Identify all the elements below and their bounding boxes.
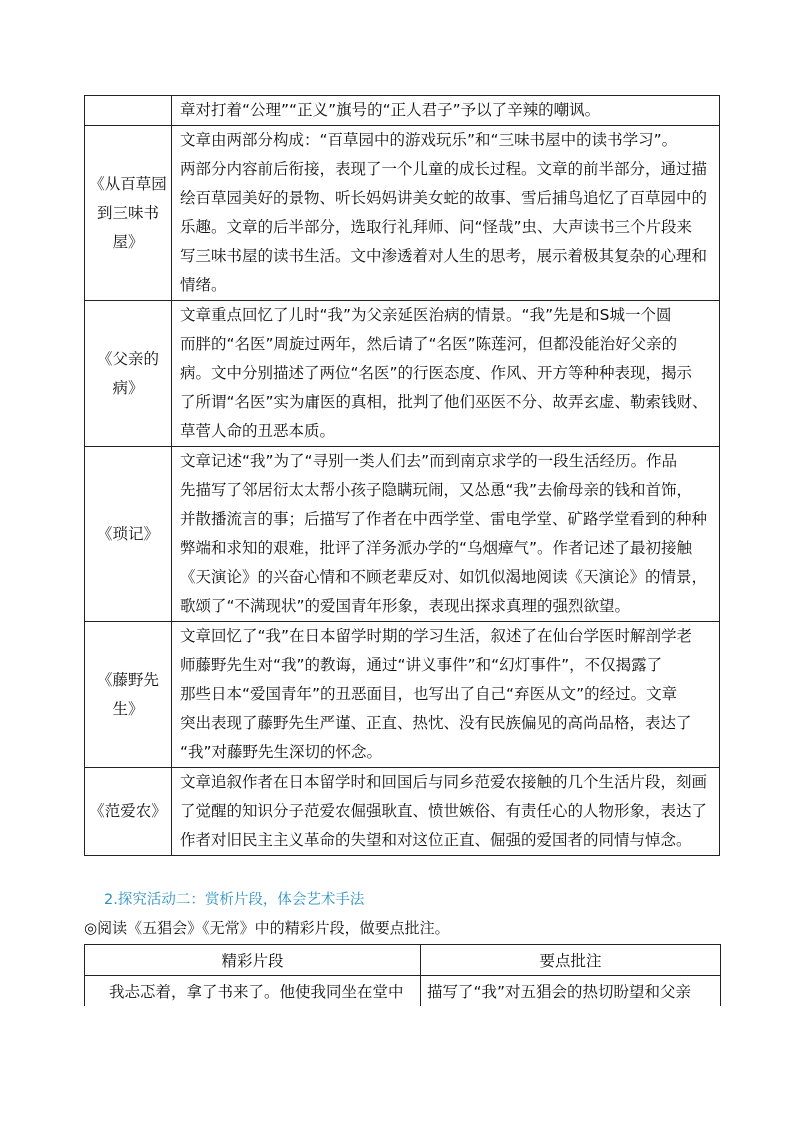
work-title-cell xyxy=(85,96,172,126)
annotation-text-cell: 描写了“我”对五猖会的热切盼望和父亲 xyxy=(421,976,721,1007)
work-title-cell: 《琐记》 xyxy=(85,447,172,622)
header-annotation: 要点批注 xyxy=(421,945,721,976)
work-row xyxy=(85,768,720,856)
work-row xyxy=(85,622,720,768)
works-summary-table xyxy=(84,95,720,856)
description-line: 突出表现了藤野先生严谨、正直、热忱、没有民族偏见的高尚品格，表达了 xyxy=(180,714,692,732)
excerpt-header-row xyxy=(85,945,721,976)
work-title-cell: 《范爱农》 xyxy=(85,768,172,856)
description-line: 文章追叙作者在日本留学时和回国后与同乡范爱农接触的几个生活片段，刻画 xyxy=(180,773,708,791)
description-line: 乐趣。文章的后半部分，选取行礼拜师、问“怪哉”虫、大声读书三个片段来 xyxy=(180,218,693,236)
work-description-cell xyxy=(172,301,720,447)
description-line: 并散播流言的事；后描写了作者在中西学堂、雷电学堂、矿路学堂看到的种种 xyxy=(180,510,708,528)
description-line: 文章由两部分构成：“百草园中的游戏玩乐”和“三味书屋中的读书学习”。 xyxy=(180,131,678,149)
description-line: 草菅人命的丑恶本质。 xyxy=(180,422,336,440)
description-line: 师藤野先生对“我”的教诲，通过“讲义事件”和“幻灯事件”，不仅揭露了 xyxy=(180,656,663,674)
description-line: 歌颂了“不满现状”的爱国青年形象，表现出探求真理的强烈欲望。 xyxy=(180,597,631,615)
description-line: 绘百草园美好的景物、听长妈妈讲美女蛇的故事、雪后捕鸟追忆了百草园中的 xyxy=(180,189,708,207)
work-row xyxy=(85,301,720,447)
description-line: 文章回忆了“我”在日本留学时期的学习生活，叙述了在仙台学医时解剖学老 xyxy=(180,627,693,645)
excerpt-row xyxy=(85,976,721,1007)
work-row xyxy=(85,126,720,301)
description-line: 文章记述“我”为了“寻别一类人们去”而到南京求学的一段生活经历。作品 xyxy=(180,452,678,470)
description-line: 章对打着“公理”“正义”旗号的“正人君子”予以了辛辣的嘲讽。 xyxy=(180,101,601,119)
description-line: 了觉醒的知识分子范爱农倔强耿直、愤世嫉俗、有责任心的人物形象，表达了 xyxy=(180,802,708,820)
description-line: 弊端和求知的艰难，批评了洋务派办学的“乌烟瘴气”。作者记述了最初接触 xyxy=(180,539,693,557)
description-line: 而胖的“名医”周旋过两年，然后请了“名医”陈莲河，但都没能治好父亲的 xyxy=(180,335,678,353)
reading-instruction: ◎阅读《五猖会》《无常》中的精彩片段，做要点批注。 xyxy=(84,919,450,937)
description-line: 文章重点回忆了儿时“我”为父亲延医治病的情景。“我”先是和S城一个圆 xyxy=(180,306,672,324)
header-excerpt: 精彩片段 xyxy=(85,945,421,976)
work-description-cell xyxy=(172,447,720,622)
description-line: 了所谓“名医”实为庸医的真相，批判了他们巫医不分、故弄玄虚、勒索钱财、 xyxy=(180,393,708,411)
work-row xyxy=(85,447,720,622)
description-line: 那些日本“爱国青年”的丑恶面目，也写出了自己“弃医从文”的经过。文章 xyxy=(180,685,678,703)
description-line: 两部分内容前后衔接，表现了一个儿童的成长过程。文章的前半部分，通过描 xyxy=(180,160,708,178)
work-description-cell xyxy=(172,622,720,768)
description-line: 情绪。 xyxy=(180,276,227,294)
work-description-cell xyxy=(172,126,720,301)
excerpt-annotation-table xyxy=(84,944,721,1006)
description-line: 病。文中分别描述了两位“名医”的行医态度、作风、开方等种种表现，揭示 xyxy=(180,364,693,382)
description-line: 写三味书屋的读书生活。文中渗透着对人生的思考，展示着极其复杂的心理和 xyxy=(180,247,708,265)
work-row xyxy=(85,96,720,126)
excerpt-text-cell: 我忐忑着，拿了书来了。他使我同坐在堂中 xyxy=(85,976,421,1007)
work-title-cell: 《从百草园 到三味书 屋》 xyxy=(85,126,172,301)
description-line: 《天演论》的兴奋心情和不顾老辈反对、如饥似渴地阅读《天演论》的情景， xyxy=(180,568,708,586)
description-line: 作者对旧民主主义革命的失望和对这位正直、倔强的爱国者的同情与悼念。 xyxy=(180,831,692,849)
work-title-cell: 《藤野先 生》 xyxy=(85,622,172,768)
work-description-cell xyxy=(172,96,720,126)
description-line: “我”对藤野先生深切的怀念。 xyxy=(180,743,383,761)
work-title-cell: 《父亲的 病》 xyxy=(85,301,172,447)
work-description-cell xyxy=(172,768,720,856)
section-title: 2.探究活动二：赏析片段，体会艺术手法 xyxy=(104,892,365,908)
description-line: 先描写了邻居衍太太帮小孩子隐瞒玩闹，又怂恿“我”去偷母亲的钱和首饰， xyxy=(180,481,693,499)
